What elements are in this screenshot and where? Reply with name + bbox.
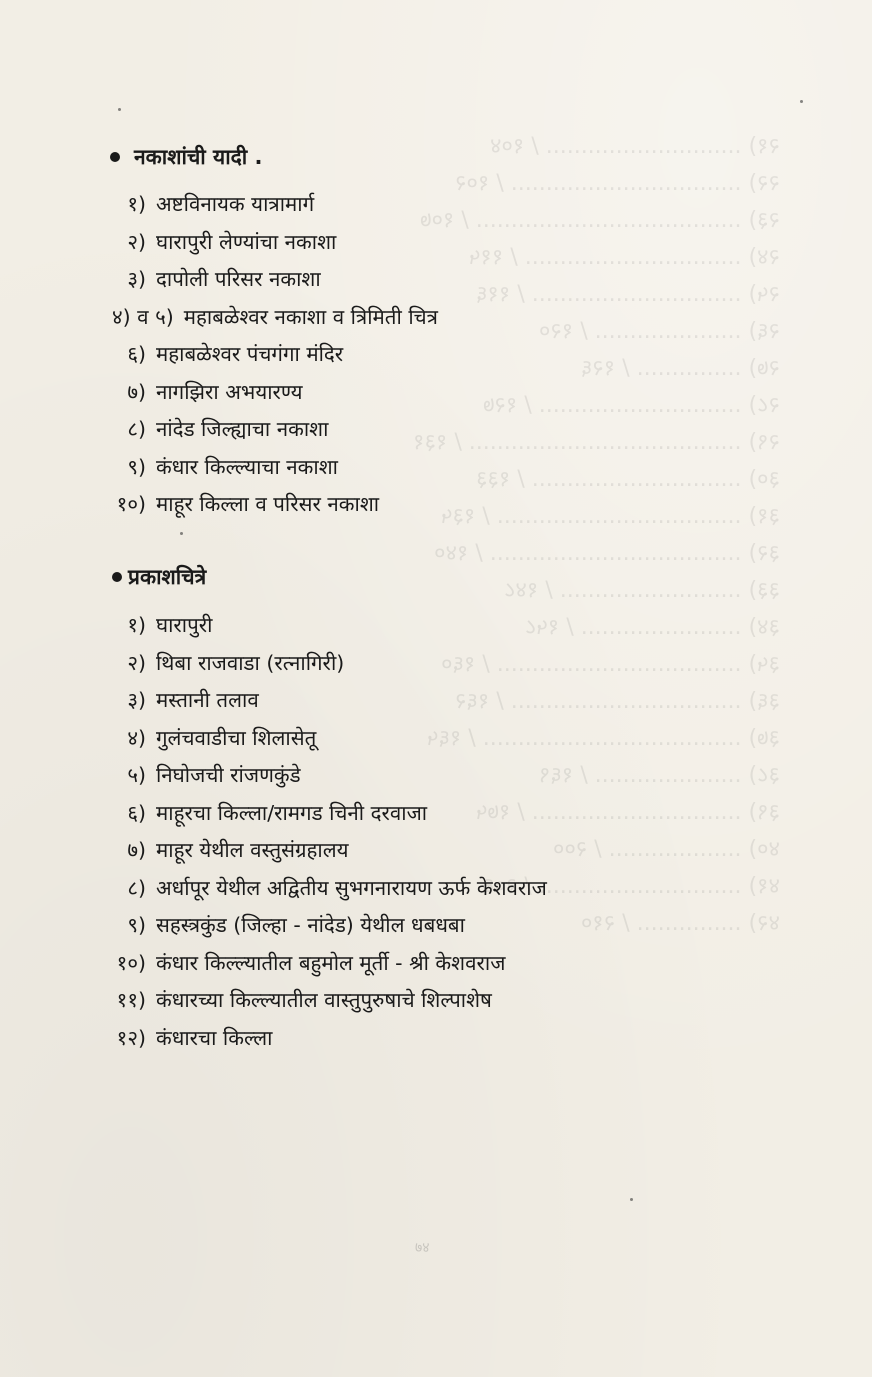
list-item	[90, 486, 438, 524]
item-text: माहूर येथील वस्तुसंग्रहालय	[156, 838, 349, 862]
list-item	[88, 720, 547, 758]
item-number: २)	[127, 650, 146, 675]
paper-speck	[180, 532, 183, 535]
item-number: ६)	[127, 800, 146, 825]
item-number: ४)	[127, 725, 146, 750]
item-number: ४) व ५)	[112, 304, 174, 329]
list-item	[90, 374, 438, 412]
item-text: निघोजची रांजणकुंडे	[156, 763, 301, 787]
list-item	[90, 186, 438, 224]
list-item	[88, 645, 547, 683]
item-text: महाबळेश्वर नकाशा व त्रिमिती चित्र	[183, 304, 438, 329]
maps-section-heading	[110, 143, 263, 171]
item-text: नागझिरा अभयारण्य	[156, 379, 303, 404]
item-number: ६)	[127, 342, 146, 366]
list-item	[90, 449, 438, 487]
item-text: नांदेड जिल्ह्याचा नकाशा	[156, 417, 329, 441]
list-item	[90, 224, 438, 262]
item-text: कंधार किल्ल्याचा नकाशा	[156, 454, 338, 479]
item-number: ३)	[127, 267, 146, 291]
item-text: दापोली परिसर नकाशा	[156, 267, 321, 291]
item-text: घारापुरी लेण्यांचा नकाशा	[156, 229, 337, 254]
item-text: मस्तानी तलाव	[156, 688, 259, 712]
list-item	[88, 870, 547, 908]
item-number: १)	[127, 613, 146, 637]
photos-section-heading	[112, 563, 206, 591]
paper-speck	[630, 1198, 633, 1201]
item-text: गुलंचवाडीचा शिलासेतू	[156, 725, 317, 750]
list-item	[88, 795, 547, 833]
list-item	[88, 682, 547, 720]
list-item	[88, 757, 547, 795]
maps-list	[90, 186, 438, 524]
list-item	[88, 945, 547, 983]
item-number: १०)	[116, 492, 146, 516]
item-number: ५)	[127, 763, 146, 787]
item-text: कंधार किल्ल्यातील बहुमोल मूर्ती - श्री केशवराज	[156, 950, 506, 975]
item-text: माहूर किल्ला व परिसर नकाशा	[156, 492, 380, 516]
item-text: घारापुरी	[156, 613, 213, 637]
list-item	[90, 336, 438, 374]
photos-list	[88, 607, 547, 1057]
list-item	[88, 832, 547, 870]
item-text: अर्धापूर येथील अद्वितीय सुभगनारायण ऊर्फ केशवराज	[156, 875, 547, 900]
list-item	[90, 411, 438, 449]
item-number: ११)	[116, 988, 146, 1012]
maps-heading-text: नकाशांची यादी .	[134, 145, 263, 169]
list-item	[88, 1020, 547, 1058]
item-text: थिबा राजवाडा (रत्नागिरी)	[156, 650, 345, 675]
bullet-icon	[110, 152, 120, 162]
item-text: महाबळेश्वर पंचगंगा मंदिर	[156, 342, 344, 366]
item-number: ८)	[127, 875, 146, 900]
item-number: ३)	[127, 688, 146, 712]
item-number: ९)	[127, 454, 146, 479]
item-text: सहस्त्रकुंड (जिल्हा - नांदेड) येथील धबधबा	[156, 913, 465, 937]
item-text: अष्टविनायक यात्रामार्ग	[156, 192, 315, 216]
item-number: २)	[127, 229, 146, 254]
item-number: १०)	[116, 950, 146, 975]
bleed-through-text: २१) ............................ / १०४ २२) ................................. / १०२ २३) ...................................... / १०७ २४) ............................... / ११५ २५) .............................. / ११६ २६) ..................... / १२० २७) ............... / १२६ २८) ............................. / १२७ २९) ....................................... / १३१ ३०) .............................. / १३३ ३१) ................................... / १३५ ३२) .................................... / १४० ३३) .......................... / १४८ ३४) ....................... / १५८ ३५) ................................... / १६० ३६) ................................. / १६२ ३७) ..................................... / १६५ ३८) ..................... / १६९ ३९) .............................. / १७५ ४०) ................... / २०० ४१) ............................. / २०६ ४२) ............... / २१०	[413, 134, 780, 936]
page-number: ७४	[415, 1240, 430, 1256]
photos-heading-text: प्रकाशचित्रे	[128, 565, 207, 589]
item-number: ७)	[127, 838, 146, 862]
bullet-icon	[112, 572, 122, 582]
item-text: कंधारचा किल्ला	[156, 1025, 273, 1050]
item-number: १२)	[116, 1025, 146, 1050]
item-number: ९)	[127, 913, 146, 937]
list-item	[88, 607, 547, 645]
item-number: ७)	[127, 379, 146, 404]
paper-speck	[118, 108, 121, 111]
list-item	[88, 982, 547, 1020]
paper-speck	[800, 100, 803, 103]
list-item	[90, 261, 438, 299]
list-item	[90, 299, 438, 337]
item-text: कंधारच्या किल्ल्यातील वास्तुपुरुषाचे शिल्पाशेष	[156, 988, 492, 1012]
list-item	[88, 907, 547, 945]
item-text: माहूरचा किल्ला/रामगड चिनी दरवाजा	[156, 800, 428, 825]
item-number: ८)	[127, 417, 146, 441]
item-number: १)	[127, 192, 146, 216]
